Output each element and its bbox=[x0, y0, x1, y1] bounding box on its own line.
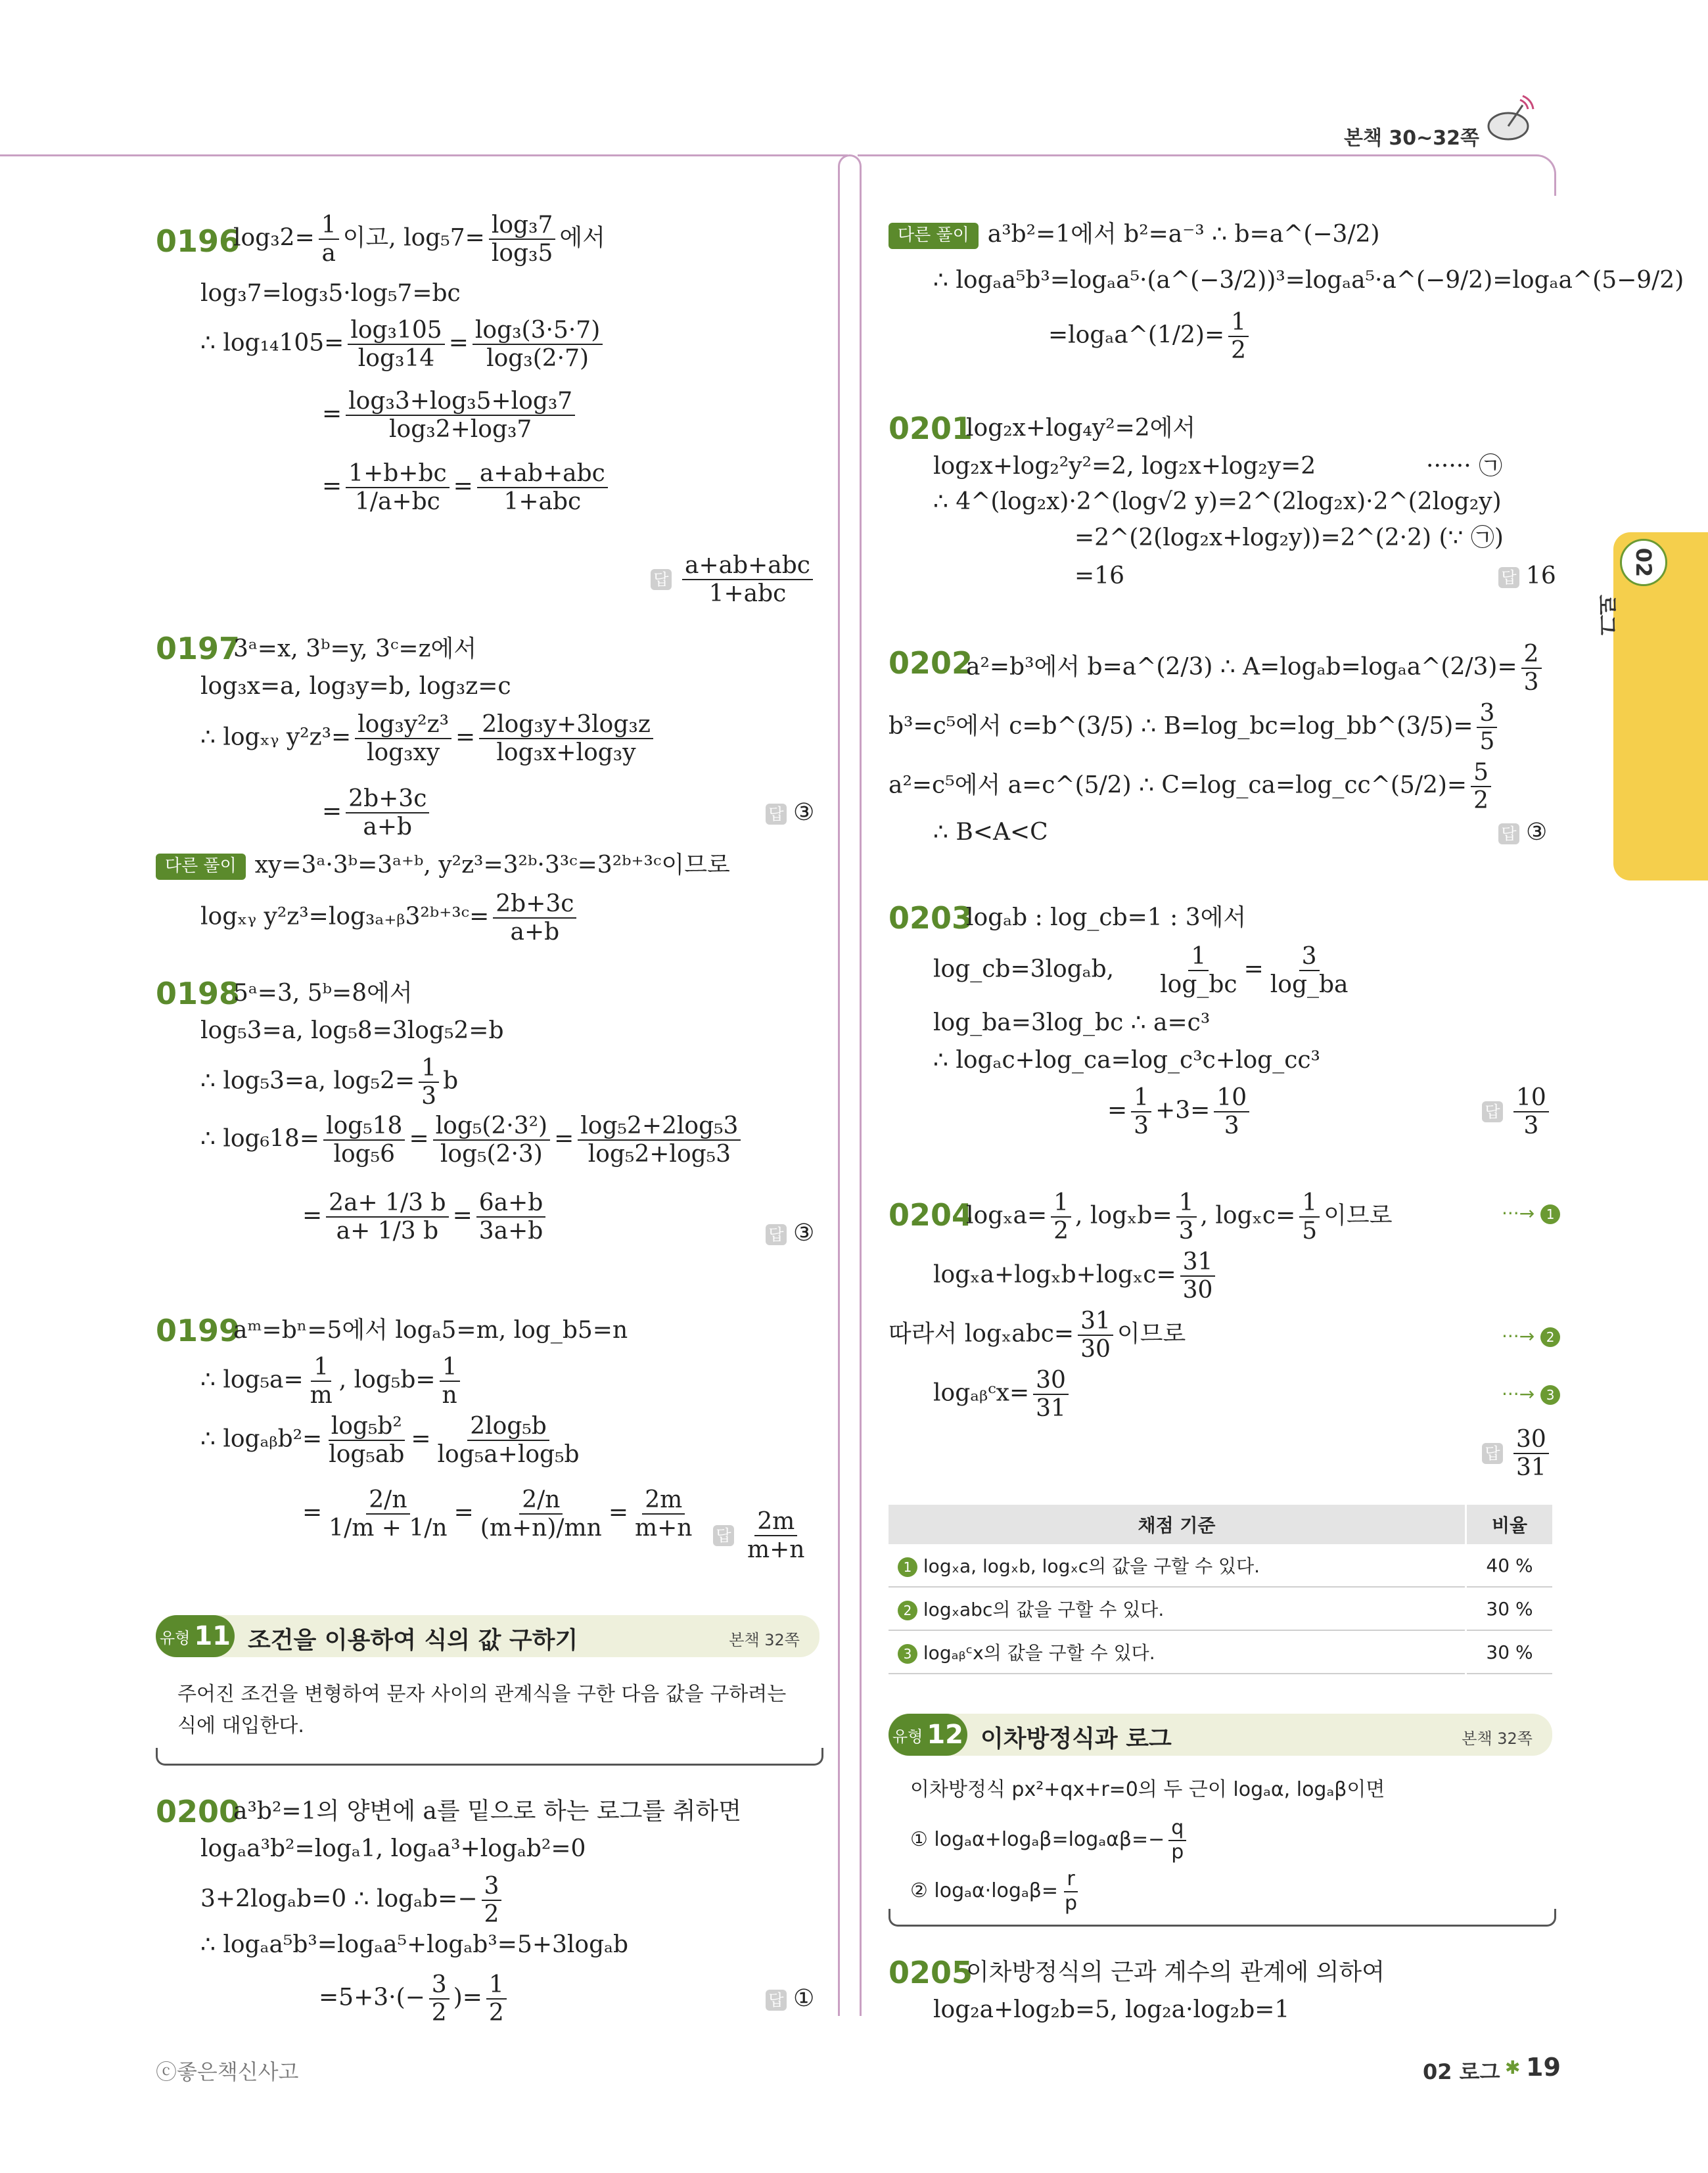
p0205-line2: log₂a+log₂b=5, log₂a·log₂b=1 bbox=[933, 1996, 1290, 2023]
p0204-line2: logₓa+logₓb+logₓc= $\frac{31}{30}$ bbox=[933, 1248, 1219, 1304]
p0198-line2: log₅3=a, log₅8=3log₅2=b bbox=[200, 1017, 504, 1044]
p0202-line1: a²=b³에서 b=a^(2/3) ∴ A=logₐb=logₐa^(2/3)= $\frac{2}{3}$ bbox=[966, 641, 1546, 697]
type12-desc1: 이차방정식 px²+qx+r=0의 두 근이 logₐα, logₐβ이면 bbox=[910, 1778, 1385, 1801]
p0196-line4: = $\frac{\text{log₃3+log₃5+log₃7}}{\text{log₃2+log₃7}}$ bbox=[322, 388, 579, 444]
type11-bracket bbox=[156, 1748, 823, 1766]
p0196-line1: log₃2= $\frac{1}{a}$ 이고, log₅7= $\frac{\text{log₃7}}{\text{log₃5}}$ 에서 bbox=[233, 212, 605, 267]
type11-title: 조건을 이용하여 식의 값 구하기 bbox=[248, 1627, 578, 1654]
answer-label: 답 bbox=[1482, 1443, 1503, 1464]
type12-bracket bbox=[889, 1909, 1556, 1927]
type11-badge: 유형 11 bbox=[156, 1615, 235, 1657]
p0197-line4: = $\frac{2b+3c}{a+b}$ bbox=[322, 785, 433, 841]
step-marker-3: ···→ 3 bbox=[1502, 1383, 1560, 1405]
p0201-line4: =2^(2(log₂x+log₂y))=2^(2·2) (∵ ㉠) bbox=[1074, 524, 1504, 551]
grading-header-ratio: 비율 bbox=[1466, 1505, 1553, 1544]
p0201-line2-tag: ······ ㉠ bbox=[1426, 453, 1503, 480]
problem-number-0198: 0198 bbox=[156, 976, 241, 1011]
p0205-line1: 이차방정식의 근과 계수의 관계에 의하여 bbox=[966, 1959, 1385, 1986]
p0200-line3: 3+2logₐb=0 ∴ logₐb=− $\frac{3}{2}$ bbox=[200, 1873, 505, 1929]
p0197-line1: 3ᵃ=x, 3ᵇ=y, 3ᶜ=z에서 bbox=[233, 635, 477, 662]
answer-label: 답 bbox=[766, 1224, 787, 1245]
column-divider bbox=[838, 154, 862, 2016]
p0203-answer: 답 $\frac{10}{3}$ bbox=[1482, 1084, 1553, 1140]
footer-star-icon: ✱ bbox=[1505, 2057, 1521, 2078]
type11-desc: 주어진 조건을 변형하여 문자 사이의 관계식을 구한 다음 값을 구하려는 식에 대입한다. bbox=[177, 1683, 787, 1737]
p0199-line3: ∴ logₐᵦb²= $\frac{\text{log₅b²}}{\text{log₅ab}}$ = $\frac{\text{2log₅b}}{\text{log₅a+log₅b}}$ bbox=[200, 1413, 580, 1469]
header-frame-right bbox=[858, 154, 1556, 196]
chapter-tab-num: 02 bbox=[1620, 539, 1667, 586]
p0203-line5: = $\frac{1}{3}$ +3= $\frac{10}{3}$ bbox=[1107, 1084, 1253, 1140]
type11-banner bbox=[156, 1615, 819, 1657]
problem-number-0197: 0197 bbox=[156, 631, 241, 666]
p0201-line3: ∴ 4^(log₂x)·2^(log√2 y)=2^(2log₂x)·2^(2log₂y) bbox=[933, 488, 1502, 515]
header-ref: 본책 30~32쪽 bbox=[1344, 127, 1480, 150]
p0198-answer: 답 ③ bbox=[766, 1219, 814, 1247]
p0198-line5: = $\frac{2a+ 1/3 b}{a+ 1/3 b}$ = $\frac{6a+b}{3a+b}$ bbox=[302, 1189, 549, 1245]
alt-solution-badge: 다른 풀이 bbox=[889, 223, 979, 248]
p0202-line2: b³=c⁵에서 c=b^(3/5) ∴ B=log_bc=log_bb^(3/5)= $\frac{3}{5}$ bbox=[889, 700, 1501, 756]
grading-table bbox=[889, 1505, 1552, 1674]
p0196-line3: ∴ log₁₄105= $\frac{\text{log₃105}}{\text{log₃14}}$ = $\frac{\text{log₃(3·5·7)}}{\text{log₃(2·7)}}$ bbox=[200, 317, 607, 373]
p0203-line4: ∴ logₐc+log_ca=log_c³c+log_cc³ bbox=[933, 1047, 1320, 1074]
grading-row: 1 logₓa, logₓb, logₓc의 값을 구할 수 있다. 40 % bbox=[889, 1544, 1552, 1587]
answer-label: 답 bbox=[766, 1990, 787, 2011]
p0197-alt2: logₓᵧ y²z³=log₃ₐ₊ᵦ3²ᵇ⁺³ᶜ= $\frac{2b+3c}{a+b}$ bbox=[200, 890, 580, 946]
answer-label: 답 bbox=[1498, 567, 1519, 588]
p0203-line3: log_ba=3log_bc ∴ a=c³ bbox=[933, 1009, 1211, 1036]
type12-desc2: ① logₐα+logₐβ=logₐαβ=− $\frac{q}{p}$ bbox=[910, 1817, 1190, 1864]
p0200-line5: =5+3·(− $\frac{3}{2}$ )= $\frac{1}{2}$ bbox=[319, 1971, 511, 2027]
step-marker-2: ···→ 2 bbox=[1502, 1325, 1560, 1347]
p0199-line2: ∴ log₅a= $\frac{1}{m}$ , log₅b= $\frac{1}{n}$ bbox=[200, 1354, 464, 1409]
satellite-icon bbox=[1482, 92, 1541, 151]
p0198-line4: ∴ log₆18= $\frac{\text{log₅18}}{\text{log₅6}}$ = $\frac{\text{log₅(2·3²)}}{\text{log₅(2·3)}}$ = $\frac{\text{log₅2+2log₅3}}{\text{log₅2+log₅3}}$ bbox=[200, 1112, 745, 1168]
p0201-answer: 답 16 bbox=[1498, 562, 1556, 590]
chapter-tab-title: 로그 bbox=[1594, 595, 1619, 635]
problem-number-0200: 0200 bbox=[156, 1794, 241, 1829]
type12-desc3: ② logₐα·logₐβ= $\frac{r}{p}$ bbox=[910, 1867, 1078, 1915]
step-marker-1: ···→ 1 bbox=[1502, 1202, 1560, 1224]
p0197-answer: 답 ③ bbox=[766, 798, 814, 827]
type12-banner bbox=[889, 1714, 1552, 1756]
p0204-line3: 따라서 logₓabc= $\frac{31}{30}$ 이므로 bbox=[889, 1308, 1186, 1363]
p0203-line2: log_cb=3logₐb, $\frac{1}{\log\_bc}$ = $\frac{3}{\log\_ba}$ bbox=[933, 943, 1349, 999]
problem-number-0202: 0202 bbox=[889, 645, 973, 681]
p0200-line2: logₐa³b²=logₐ1, logₐa³+logₐb²=0 bbox=[200, 1835, 586, 1862]
answer-label: 답 bbox=[713, 1525, 734, 1546]
chapter-tab bbox=[1613, 532, 1708, 881]
problem-number-0201: 0201 bbox=[889, 411, 973, 446]
p0204-line1: logₓa= $\frac{1}{2}$ , logₓb= $\frac{1}{3}$ , logₓc= $\frac{1}{5}$ 이므로 bbox=[966, 1189, 1393, 1245]
p0197-line2: log₃x=a, log₃y=b, log₃z=c bbox=[200, 673, 511, 700]
footer-copyright: ⓒ좋은책신사고 bbox=[156, 2059, 299, 2084]
grading-header-criteria: 채점 기준 bbox=[889, 1505, 1466, 1544]
p0198-line3: ∴ log₅3=a, log₅2= $\frac{1}{3}$ b bbox=[200, 1055, 459, 1110]
problem-number-0205: 0205 bbox=[889, 1955, 973, 1990]
p0202-line3: a²=c⁵에서 a=c^(5/2) ∴ C=log_ca=log_cc^(5/2)= $\frac{5}{2}$ bbox=[889, 759, 1495, 815]
p0199-answer: 답 $\frac{2m}{m+n}$ bbox=[713, 1508, 812, 1564]
grading-row: 2 logₓabc의 값을 구할 수 있다. 30 % bbox=[889, 1587, 1552, 1630]
answer-label: 답 bbox=[1482, 1101, 1503, 1122]
type12-title: 이차방정식과 로그 bbox=[981, 1726, 1172, 1752]
p0199-line4: = $\frac{2/n}{1/m + 1/n}$ = $\frac{2/n}{(m+n)/mn}$ = $\frac{2m}{m+n}$ bbox=[302, 1486, 693, 1542]
p0197-line3: ∴ logₓᵧ y²z³= $\frac{\text{log₃y²z³}}{\text{log₃xy}}$ = $\frac{\text{2log₃y+3log₃z}}{\text{log₃x+log₃y}}$ bbox=[200, 711, 657, 767]
p0200-line4: ∴ logₐa⁵b³=logₐa⁵+logₐb³=5+3logₐb bbox=[200, 1931, 629, 1958]
problem-number-0196: 0196 bbox=[156, 223, 241, 259]
answer-label: 답 bbox=[1498, 823, 1519, 844]
p0200-answer: 답 ① bbox=[766, 1984, 814, 2013]
p0204-answer: 답 $\frac{30}{31}$ bbox=[1482, 1426, 1553, 1482]
type12-ref: 본책 32쪽 bbox=[1462, 1729, 1533, 1748]
p0196-line2: log₃7=log₃5·log₅7=bc bbox=[200, 280, 461, 307]
footer-chapter: 02 로그 bbox=[1423, 2059, 1500, 2084]
p0197-alt1: 다른 풀이 xy=3ᵃ·3ᵇ=3ᵃ⁺ᵇ, y²z³=3²ᵇ·3³ᶜ=3²ᵇ⁺³ᶜ이므로 bbox=[156, 851, 730, 880]
alt-solution-badge: 다른 풀이 bbox=[156, 854, 246, 879]
problem-number-0199: 0199 bbox=[156, 1313, 241, 1348]
header-frame bbox=[0, 154, 848, 156]
p0201-line5: =16 bbox=[1074, 562, 1124, 589]
p0201-line1: log₂x+log₄y²=2에서 bbox=[966, 415, 1196, 442]
alt-0200-line2: ∴ logₐa⁵b³=logₐa⁵·(a^(−3/2))³=logₐa⁵·a^(−9/2)=logₐa^(5−9/2) bbox=[933, 267, 1684, 294]
p0200-line1: a³b²=1의 양변에 a를 밑으로 하는 로그를 취하면 bbox=[233, 1798, 741, 1825]
type11-ref: 본책 32쪽 bbox=[729, 1631, 800, 1649]
grading-row: 3 logₐᵦᶜx의 값을 구할 수 있다. 30 % bbox=[889, 1630, 1552, 1674]
problem-number-0204: 0204 bbox=[889, 1197, 973, 1233]
alt-0200-line1: 다른 풀이 a³b²=1에서 b²=a⁻³ ∴ b=a^(−3/2) bbox=[889, 220, 1380, 249]
problem-number-0203: 0203 bbox=[889, 900, 973, 936]
p0196-line5: = $\frac{1+b+bc}{1/a+bc}$ = $\frac{\text{a+ab+abc}}{\text{1+abc}}$ bbox=[322, 460, 612, 516]
p0196-answer: 답 $\frac{\text{a+ab+abc}}{\text{1+abc}}$ bbox=[651, 552, 817, 608]
type12-badge: 유형 12 bbox=[889, 1714, 967, 1756]
alt-0200-line3: =logₐa^(1/2)= $\frac{1}{2}$ bbox=[1048, 309, 1253, 365]
answer-label: 답 bbox=[651, 569, 672, 590]
p0201-line2: log₂x+log₂²y²=2, log₂x+log₂y=2 bbox=[933, 453, 1316, 480]
footer-page-number: 19 bbox=[1526, 2053, 1561, 2082]
answer-label: 답 bbox=[766, 804, 787, 825]
p0203-line1: logₐb : log_cb=1 : 3에서 bbox=[966, 904, 1247, 931]
p0204-line4: logₐᵦᶜx= $\frac{30}{31}$ bbox=[933, 1367, 1073, 1423]
p0198-line1: 5ᵃ=3, 5ᵇ=8에서 bbox=[233, 980, 413, 1007]
p0202-line4: ∴ B<A<C bbox=[933, 819, 1048, 846]
p0202-answer: 답 ③ bbox=[1498, 818, 1547, 846]
p0199-line1: aᵐ=bⁿ=5에서 logₐ5=m, log_b5=n bbox=[233, 1317, 628, 1344]
